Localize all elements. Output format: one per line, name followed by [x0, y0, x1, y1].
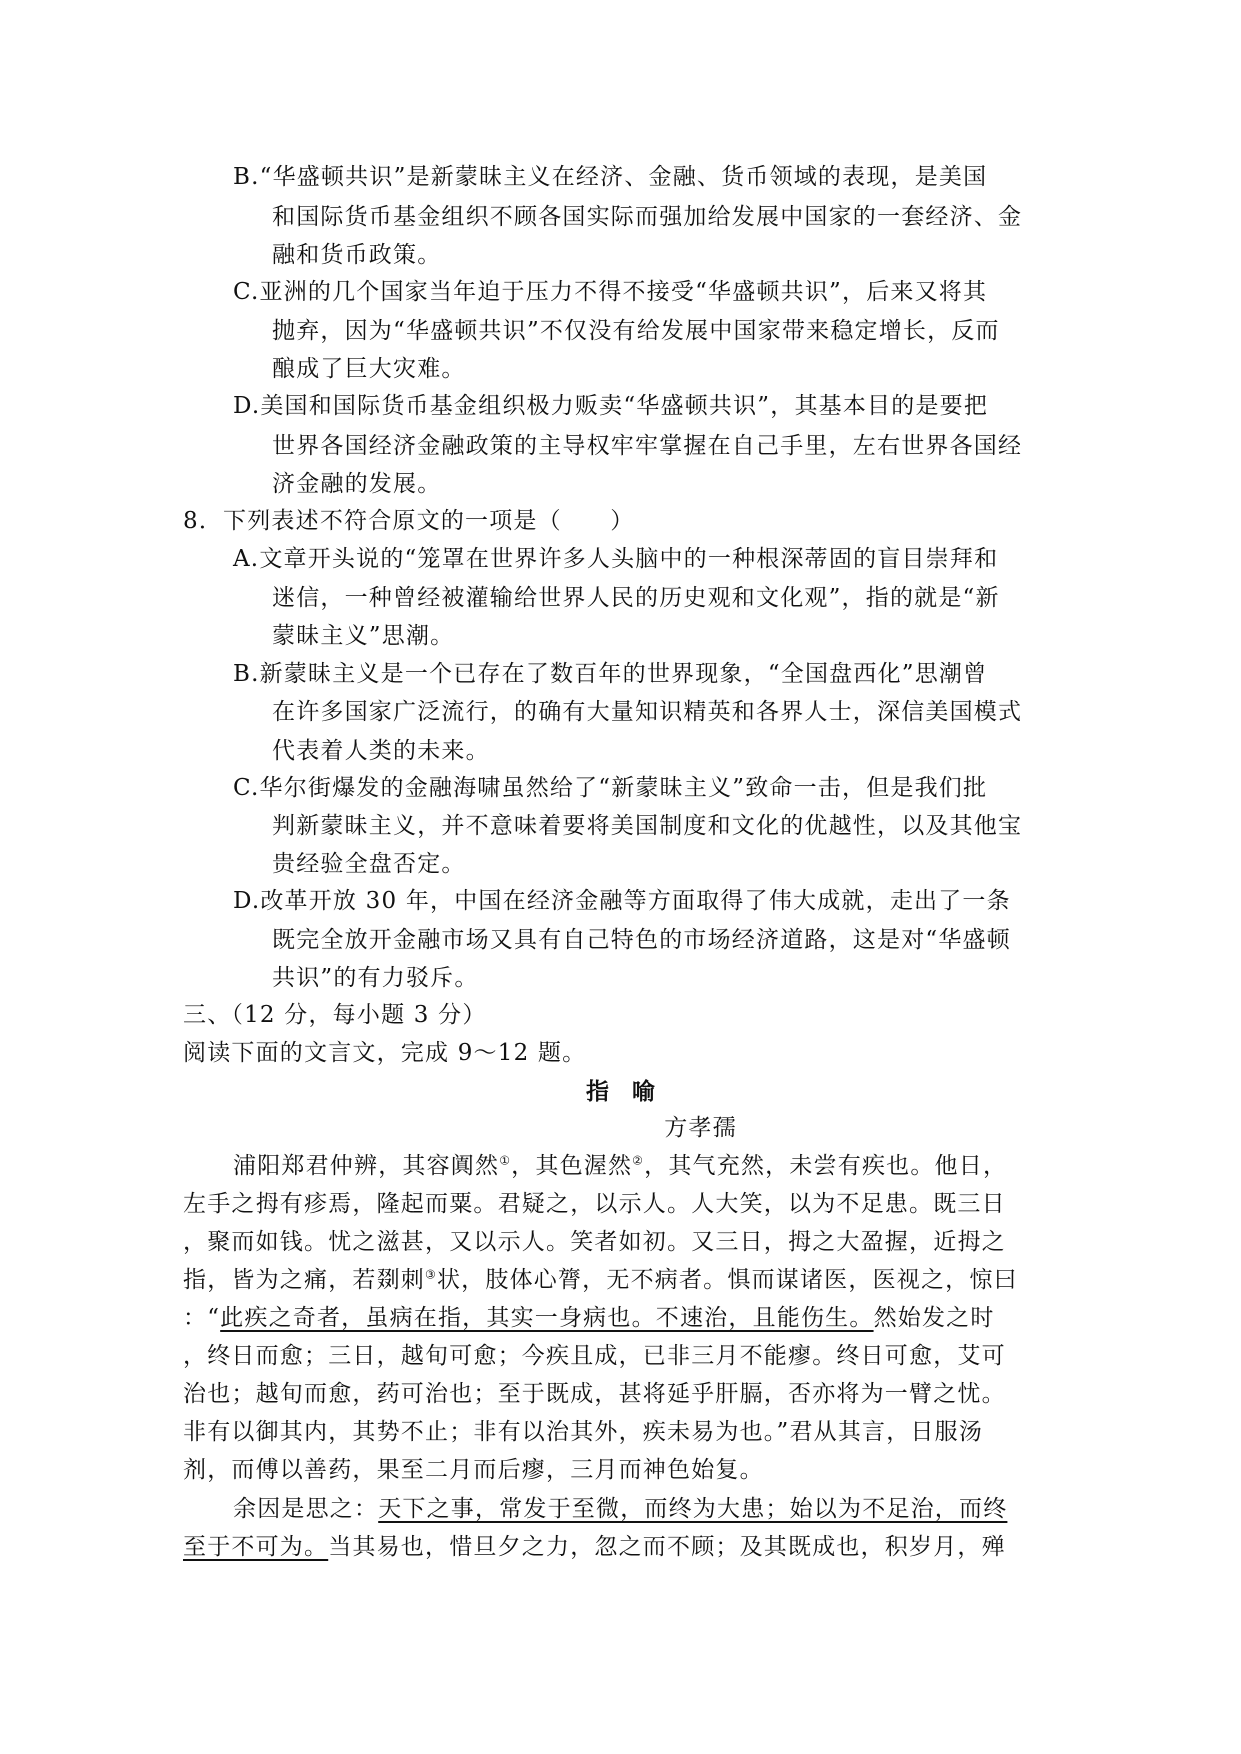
passage-line-3: ，聚而如钱。忧之滋甚，又以示人。笑者如初。又三日，拇之大盈握，近拇之 — [183, 1229, 1006, 1255]
passage-text: 指，皆为之痛，若剟刺 — [183, 1267, 425, 1293]
q8-option-b-line-2: 在许多国家广泛流行，的确有大量知识精英和各界人士，深信美国模式 — [272, 699, 1023, 725]
q8-stem: 8．下列表述不符合原文的一项是（ ） — [183, 508, 635, 534]
q8-option-c-line-2: 判新蒙昧主义，并不意味着要将美国制度和文化的优越性，以及其他宝 — [272, 813, 1023, 839]
underlined-sentence-2: 天下之事，常发于至微，而终为大患；始以为不足治，而终 — [378, 1496, 1008, 1522]
passage-paragraph-2-line-1 — [233, 1498, 1007, 1521]
q8-option-a-line-2: 迷信，一种曾经被灌输给世界人民的历史观和文化观”，指的就是“新 — [272, 585, 1000, 611]
passage-line-7: 治也；越旬而愈，药可治也；至于既成，甚将延乎肝膈，否亦将为一臂之忧。 — [183, 1381, 1006, 1407]
passage-text: 浦阳郑君仲辨，其容阗然 — [233, 1153, 500, 1179]
passage-line-6: ，终日而愈；三日，越旬可愈；今疾且成，已非三月不能瘳。终日可愈，艾可 — [183, 1343, 1006, 1369]
q7-option-b-line-2: 和国际货币基金组织不顾各国实际而强加给发展中国家的一套经济、金 — [272, 204, 1023, 230]
passage-text: 然始发之时 — [873, 1305, 995, 1331]
passage-line-9: 剂，而傅以善药，果至二月而后瘳，三月而神色始复。 — [183, 1457, 764, 1483]
q7-option-b-line-3: 融和货币政策。 — [272, 242, 442, 268]
passage-line-2: 左手之拇有疹焉，隆起而粟。君疑之，以示人。人大笑，以为不足患。既三日 — [183, 1191, 1006, 1217]
passage-text: 当其易也，惜旦夕之力，忽之而不顾；及其既成也，积岁月，殚 — [328, 1534, 1006, 1560]
section-instruction: 阅读下面的文言文，完成 9～12 题。 — [183, 1040, 587, 1066]
q7-option-b-line-1: B.“华盛顿共识”是新蒙昧主义在经济、金融、货币领域的表现，是美国 — [233, 164, 988, 190]
q8-option-d-line-2: 既完全放开金融市场又具有自己特色的市场经济道路，这是对“华盛顿 — [272, 927, 1011, 953]
q7-option-d-line-3: 济金融的发展。 — [272, 471, 442, 497]
q7-option-d-line-2: 世界各国经济金融政策的主导权牢牢掌握在自己手里，左右世界各国经 — [272, 433, 1023, 459]
q8-option-d-line-3: 共识”的有力驳斥。 — [272, 965, 479, 991]
q8-option-c-line-1: C.华尔街爆发的金融海啸虽然给了“新蒙昧主义”致命一击，但是我们批 — [233, 775, 988, 801]
q8-option-a-line-1: A.文章开头说的“笼罩在世界许多人头脑中的一种根深蒂固的盲目崇拜和 — [233, 546, 999, 572]
underlined-sentence-2-end: 至于不可为。 — [183, 1534, 329, 1560]
q7-option-c-line-1: C.亚洲的几个国家当年迫于压力不得不接受“华盛顿共识”，后来又将其 — [233, 279, 988, 305]
passage-text: ，其色渥然 — [511, 1153, 633, 1179]
passage-paragraph-2-line-2 — [183, 1536, 1006, 1559]
q7-option-d-line-1: D.美国和国际货币基金组织极力贩卖“华盛顿共识”，其基本目的是要把 — [233, 393, 989, 419]
passage-title: 指 喻 — [586, 1078, 655, 1105]
passage-line-1 — [233, 1155, 1007, 1178]
passage-text: 余因是思之： — [233, 1496, 379, 1522]
passage-line-4 — [183, 1269, 1018, 1292]
q8-option-a-line-3: 蒙昧主义”思潮。 — [272, 623, 455, 649]
q7-option-c-line-3: 酿成了巨大灾难。 — [272, 356, 466, 382]
q7-option-c-line-2: 抛弃，因为“华盛顿共识”不仅没有给发展中国家带来稳定增长，反而 — [272, 318, 1000, 344]
q8-option-d-line-1: D.改革开放 30 年，中国在经济金融等方面取得了伟大成就，走出了一条 — [233, 888, 1011, 914]
passage-author: 方孝孺 — [664, 1115, 737, 1141]
section-heading: 三、（12 分，每小题 3 分） — [183, 1002, 487, 1028]
passage-text: ：“ — [183, 1305, 221, 1331]
passage-line-8: 非有以御其内，其势不止；非有以治其外，疾未易为也。”君从其言，日服汤 — [183, 1419, 984, 1445]
footnote-marker-2: ② — [632, 1153, 645, 1168]
passage-text: 状，肢体心膂，无不病者。惧而谋诸医，医视之，惊曰 — [436, 1267, 1018, 1293]
footnote-marker-3: ③ — [425, 1267, 437, 1282]
footnote-marker-1: ① — [499, 1153, 512, 1168]
q8-option-b-line-1: B.新蒙昧主义是一个已存在了数百年的世界现象，“全国盘西化”思潮曾 — [233, 661, 988, 687]
passage-text: ，其气充然，未尝有疾也。他日， — [644, 1153, 1008, 1179]
underlined-sentence-1: 此疾之奇者，虽病在指，其实一身病也。不速治，且能伤生。 — [220, 1305, 874, 1331]
q8-option-c-line-3: 贵经验全盘否定。 — [272, 851, 466, 877]
q8-option-b-line-3: 代表着人类的未来。 — [272, 738, 490, 764]
passage-line-5 — [183, 1307, 995, 1330]
